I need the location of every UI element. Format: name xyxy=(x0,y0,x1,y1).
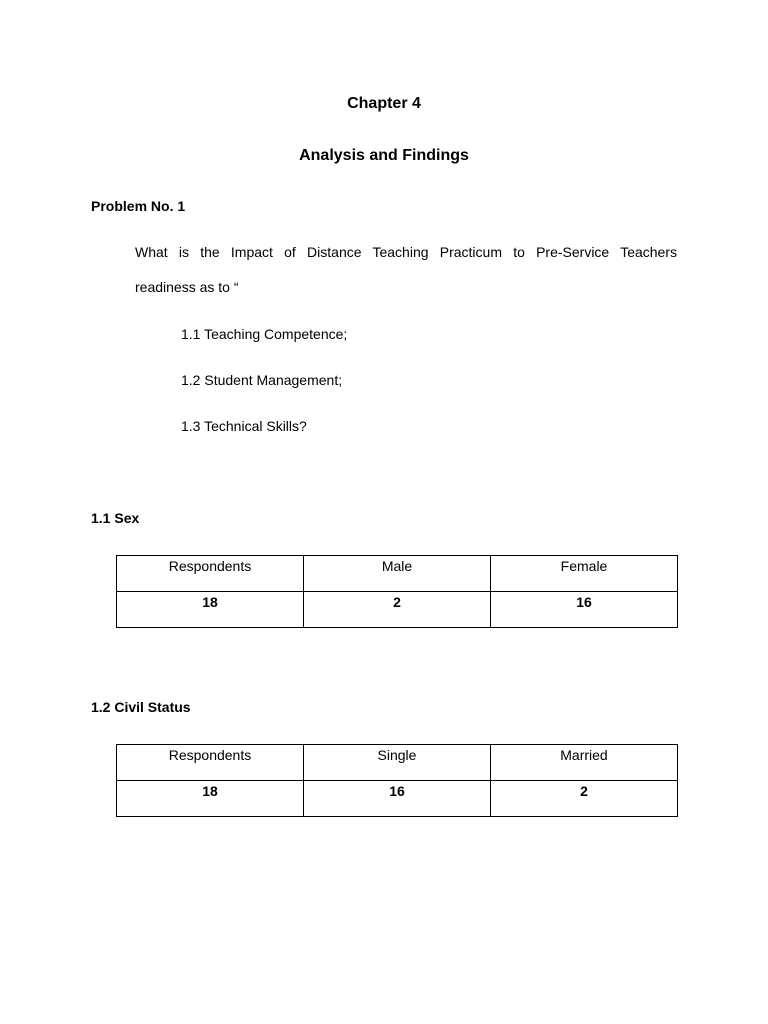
table-cell: 2 xyxy=(304,592,491,628)
table-header-cell: Married xyxy=(491,745,678,781)
table-header-cell: Respondents xyxy=(117,556,304,592)
problem-label: Problem No. 1 xyxy=(91,198,186,214)
table-header-row xyxy=(117,556,678,592)
table-header-row xyxy=(117,745,678,781)
table-cell: 18 xyxy=(117,592,304,628)
section-title-civil-status: 1.2 Civil Status xyxy=(91,699,191,715)
civil-status-table xyxy=(116,744,678,817)
table-cell: 18 xyxy=(117,781,304,817)
section-title-sex: 1.1 Sex xyxy=(91,510,140,526)
problem-question-line-2: readiness as to “ xyxy=(135,279,239,295)
table-cell: 16 xyxy=(491,592,678,628)
table-cell: 16 xyxy=(304,781,491,817)
table-header-cell: Male xyxy=(304,556,491,592)
list-item-teaching-competence: 1.1 Teaching Competence; xyxy=(181,326,348,342)
table-header-cell: Respondents xyxy=(117,745,304,781)
sex-table xyxy=(116,555,678,628)
problem-question-line-1: What is the Impact of Distance Teaching Practicum to Pre-Service Teachers xyxy=(135,244,677,260)
table-cell: 2 xyxy=(491,781,678,817)
table-header-cell: Female xyxy=(491,556,678,592)
page-title: Analysis and Findings xyxy=(299,147,469,164)
list-item-student-management: 1.2 Student Management; xyxy=(181,372,343,388)
list-item-technical-skills: 1.3 Technical Skills? xyxy=(181,418,307,434)
chapter-heading: Chapter 4 xyxy=(347,95,421,112)
table-row xyxy=(117,781,678,817)
table-row xyxy=(117,592,678,628)
table-header-cell: Single xyxy=(304,745,491,781)
